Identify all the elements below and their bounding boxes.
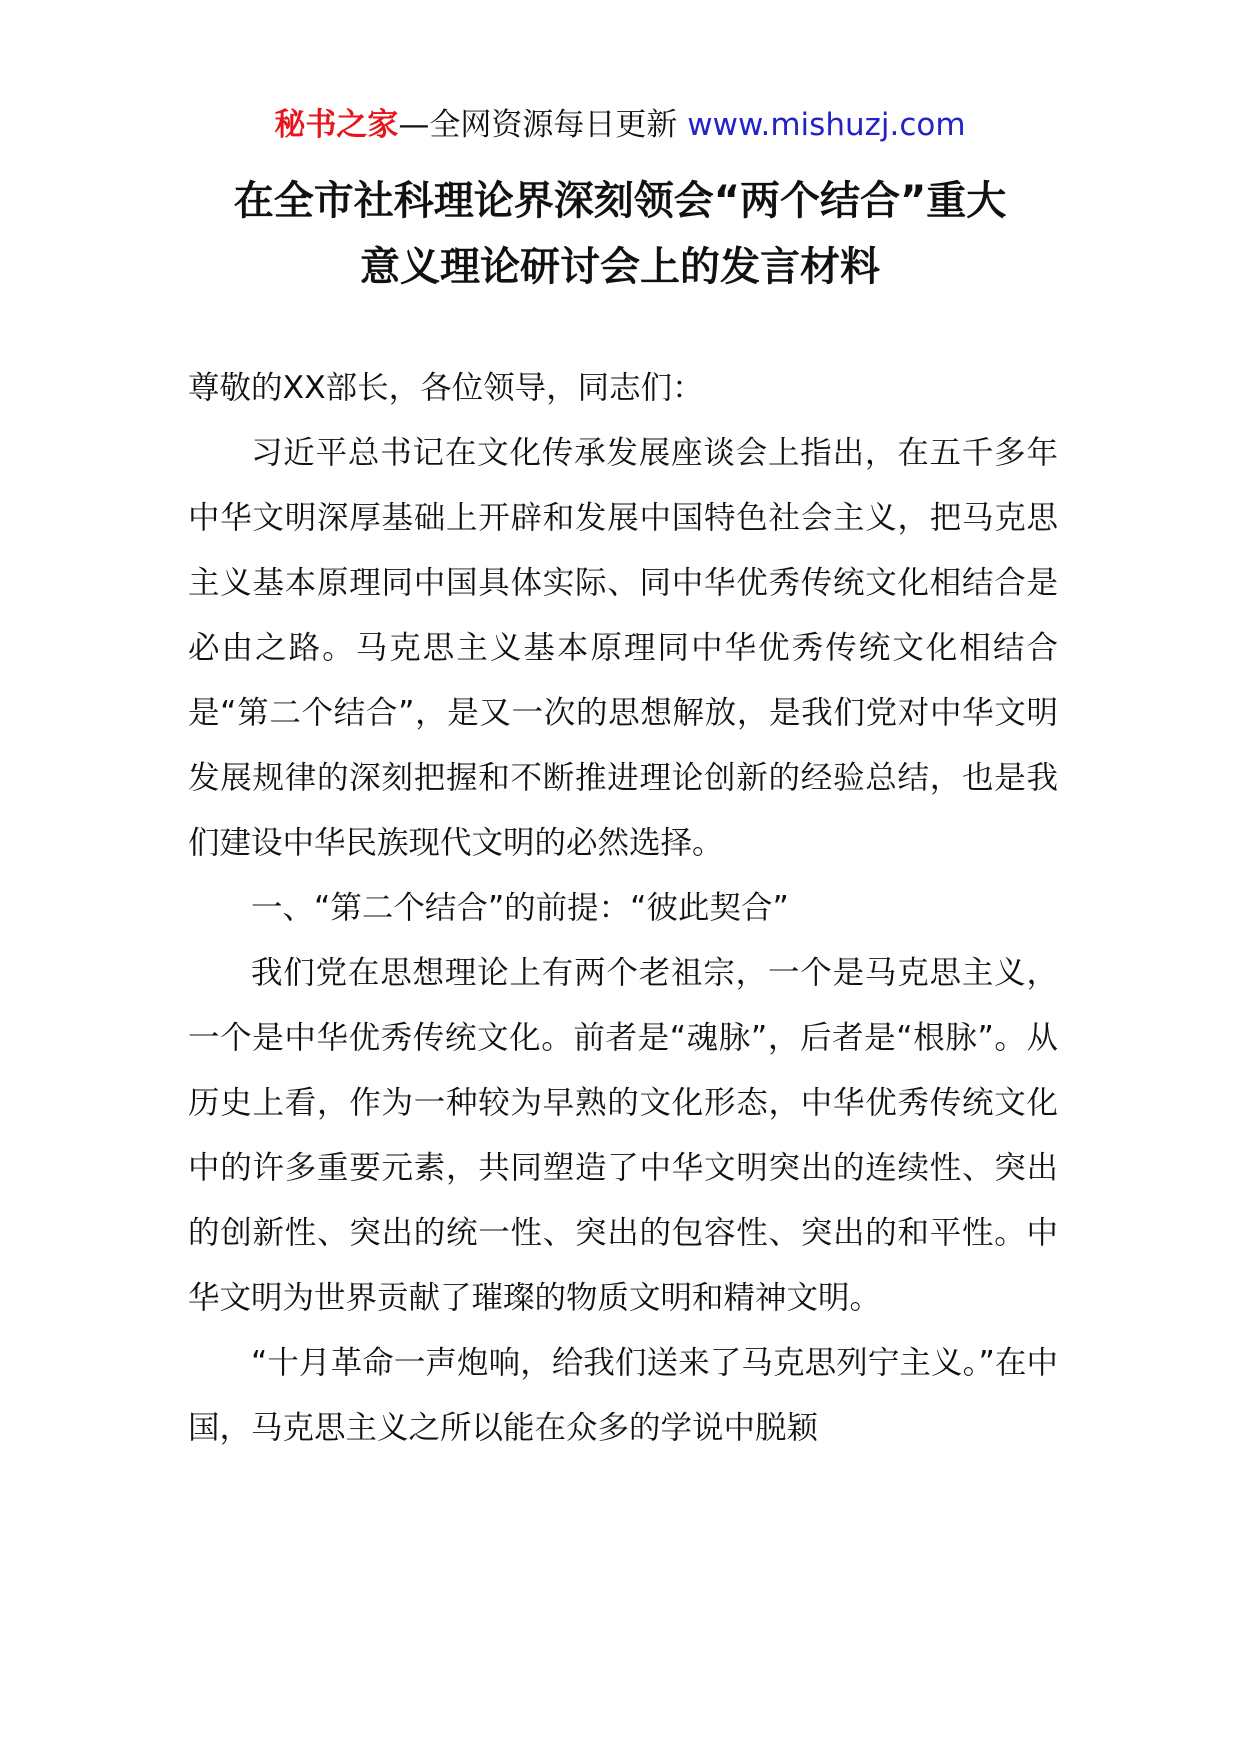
document-body	[188, 356, 1058, 1461]
site-name: 秘书之家	[274, 107, 399, 143]
site-tagline: —全网资源每日更新	[398, 107, 678, 143]
section-heading-1: 一、“第二个结合”的前提：“彼此契合”	[251, 890, 789, 926]
paragraph-two-ancestors: 我们党在思想理论上有两个老祖宗，一个是马克思主义，一个是中华优秀传统文化。前者是“魂脉”，后者是“根脉”。从历史上看，作为一种较为早熟的文化形态，中华优秀传统文化中的许多重要元素，共同塑造了中华文明突出的连续性、突出的创新性、突出的统一性、突出的包容性、突出的和平性。中华文明为世界贡献了璀璨的物质文明和精神文明。	[188, 955, 1058, 1316]
document-title-line-1: 在全市社科理论界深刻领会“两个结合”重大	[233, 178, 1007, 224]
paragraph-october-revolution: “十月革命一声炮响，给我们送来了马克思列宁主义。”在中国，马克思主义之所以能在众多的学说中脱颖	[188, 1345, 1058, 1446]
document-title	[150, 168, 1090, 300]
site-url-link[interactable]: www.mishuzj.com	[687, 107, 966, 143]
site-header	[0, 104, 1240, 146]
document-title-line-2: 意义理论研讨会上的发言材料	[360, 244, 880, 290]
paragraph-intro: 习近平总书记在文化传承发展座谈会上指出，在五千多年中华文明深厚基础上开辟和发展中国特色社会主义，把马克思主义基本原理同中国具体实际、同中华优秀传统文化相结合是必由之路。马克思主义基本原理同中华优秀传统文化相结合是“第二个结合”，是又一次的思想解放，是我们党对中华文明发展规律的深刻把握和不断推进理论创新的经验总结，也是我们建设中华民族现代文明的必然选择。	[188, 435, 1058, 861]
salutation: 尊敬的XX部长，各位领导，同志们：	[188, 370, 704, 406]
